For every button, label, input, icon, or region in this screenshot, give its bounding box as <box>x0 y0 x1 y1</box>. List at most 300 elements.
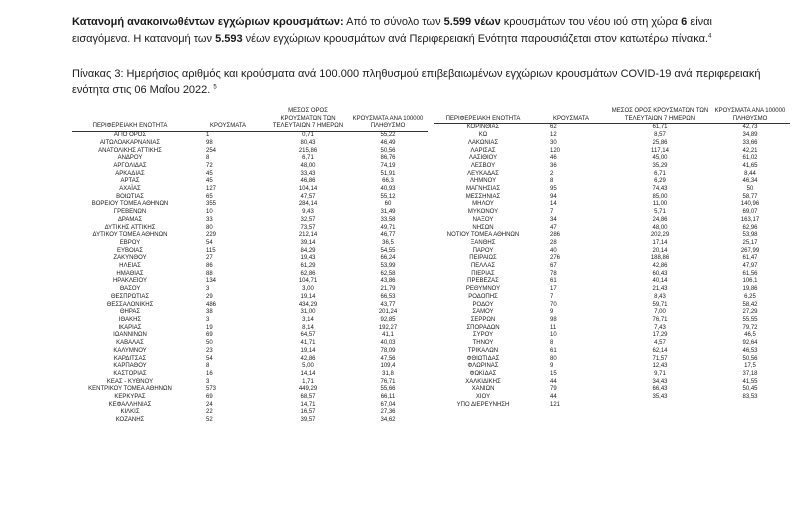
cell-7day-avg: 284,14 <box>298 201 318 208</box>
cell-region: ΙΚΑΡΙΑΣ <box>118 324 142 331</box>
cell-per-100k: 54,55 <box>380 247 396 254</box>
cell-7day-avg: 24,86 <box>652 216 668 223</box>
cell-7day-avg: 16,57 <box>300 409 316 416</box>
cell-region: ΣΕΡΡΩΝ <box>470 316 496 323</box>
cell-cases: 3 <box>206 316 210 323</box>
cell-region: ΜΗΛΟΥ <box>472 201 494 208</box>
cell-per-100k: 55,55 <box>742 316 758 323</box>
cell-per-100k: 53,98 <box>742 232 758 239</box>
table-right <box>434 108 790 409</box>
cell-7day-avg: 42,86 <box>300 355 316 362</box>
cell-per-100k: 109,4 <box>380 363 396 370</box>
cell-cases: 78 <box>550 270 557 277</box>
cell-cases: 7 <box>550 209 554 216</box>
cell-7day-avg: 6,71 <box>654 170 666 177</box>
table-row <box>434 148 790 156</box>
cell-7day-avg: 449,29 <box>298 386 318 393</box>
table-row <box>434 194 790 202</box>
table-row <box>434 363 790 371</box>
cell-region: ΠΡΕΒΕΖΑΣ <box>467 278 499 285</box>
table-row <box>72 340 428 348</box>
cell-7day-avg: 9,71 <box>654 370 666 377</box>
cell-cases: 486 <box>206 301 217 308</box>
cell-region: ΒΟΡΕΙΟΥ ΤΟΜΕΑ ΑΘΗΝΩΝ <box>91 201 169 208</box>
cell-cases: 19 <box>206 324 213 331</box>
cell-7day-avg: 68,57 <box>300 394 316 401</box>
cell-7day-avg: 104,14 <box>298 186 318 193</box>
cell-7day-avg: 3,00 <box>302 286 314 293</box>
cell-region: ΧΑΝΙΩΝ <box>471 386 495 393</box>
cell-cases: 127 <box>206 186 217 193</box>
header-per-100k: ΚΡΟΥΣΜΑΤΑ ΑΝΑ 100000 ΠΛΗΘΥΣΜΟ <box>348 108 428 132</box>
cell-per-100k: 27,29 <box>742 309 758 316</box>
cell-region: ΛΕΥΚΑΔΑΣ <box>467 170 499 177</box>
table-row <box>434 163 790 171</box>
cell-region: ΑΝΔΡΟΥ <box>117 155 143 162</box>
cell-cases: 24 <box>206 401 213 408</box>
cell-region: ΣΑΜΟΥ <box>472 309 494 316</box>
cell-region: ΑΝΑΤΟΛΙΚΗΣ ΑΤΤΙΚΗΣ <box>98 147 162 154</box>
table-row <box>434 155 790 163</box>
cell-per-100k: 34,89 <box>742 132 758 139</box>
cell-cases: 286 <box>550 232 561 239</box>
table-header-row <box>72 108 428 132</box>
cell-7day-avg: 215,86 <box>298 147 318 154</box>
cell-region: ΥΠΟ ΔΙΕΡΕΥΝΗΣΗ <box>456 401 510 408</box>
intro-paragraph <box>72 14 772 48</box>
table-row <box>434 186 790 194</box>
cell-7day-avg: 3,14 <box>302 316 314 323</box>
cell-region: ΑΡΚΑΔΙΑΣ <box>115 170 145 177</box>
cell-per-100k: 79,72 <box>742 324 758 331</box>
cell-region: ΦΘΙΩΤΙΔΑΣ <box>466 355 500 362</box>
intro-domestic: 5.593 <box>215 33 243 45</box>
cell-region: ΜΑΓΝΗΣΙΑΣ <box>465 186 501 193</box>
cell-cases: 34 <box>550 216 557 223</box>
cell-region: ΖΑΚΥΝΘΟΥ <box>113 255 147 262</box>
table-row <box>434 124 790 132</box>
table-row <box>434 348 790 356</box>
cell-7day-avg: 85,00 <box>652 193 668 200</box>
cell-per-100k: 17,5 <box>744 363 756 370</box>
cell-region: ΜΥΚΟΝΟΥ <box>467 209 499 216</box>
table-row <box>434 255 790 263</box>
cell-7day-avg: 8,43 <box>654 293 666 300</box>
cell-region: ΚΕΑΣ - ΚΥΘΝΟΥ <box>106 378 154 385</box>
cell-region: ΠΑΡΟΥ <box>472 247 494 254</box>
cell-7day-avg: 74,43 <box>652 186 668 193</box>
cell-cases: 61 <box>550 278 557 285</box>
cell-7day-avg: 5,00 <box>302 363 314 370</box>
cell-per-100k: 21,79 <box>380 286 396 293</box>
cell-7day-avg: 47,57 <box>300 193 316 200</box>
cell-7day-avg: 76,71 <box>652 316 668 323</box>
cell-cases: 355 <box>206 201 217 208</box>
header-cases: ΚΡΟΥΣΜΑΤΑ <box>188 108 268 132</box>
table-row <box>434 132 790 140</box>
table-row <box>72 271 428 279</box>
cell-per-100k: 61,56 <box>742 270 758 277</box>
cell-7day-avg: 45,00 <box>652 155 668 162</box>
cell-7day-avg: 62,14 <box>652 347 668 354</box>
cell-region: ΙΘΑΚΗΣ <box>118 316 142 323</box>
cell-7day-avg: 19,43 <box>300 255 316 262</box>
cell-region: ΡΟΔΟΠΗΣ <box>468 293 498 300</box>
cell-7day-avg: 6,71 <box>302 155 314 162</box>
cell-per-100k: 60 <box>384 201 392 208</box>
cell-cases: 98 <box>206 139 213 146</box>
cell-cases: 7 <box>550 293 554 300</box>
cell-7day-avg: 40,14 <box>652 278 668 285</box>
cell-7day-avg: 212,14 <box>298 232 318 239</box>
cell-region: ΚΩ <box>478 132 488 139</box>
cell-7day-avg: 11,00 <box>652 201 668 208</box>
cell-per-100k: 67,04 <box>380 401 396 408</box>
table-left-half <box>72 108 428 425</box>
cell-7day-avg: 61,71 <box>652 124 668 131</box>
cell-7day-avg: 39,57 <box>300 417 316 424</box>
cell-cases: 86 <box>206 263 213 270</box>
cell-7day-avg: 12,43 <box>652 363 668 370</box>
cell-per-100k: 31,49 <box>380 209 396 216</box>
table-row <box>434 248 790 256</box>
table-row <box>434 325 790 333</box>
cell-region: ΑΡΤΑΣ <box>120 178 140 185</box>
cell-region: ΑΡΓΟΛΙΔΑΣ <box>113 162 147 169</box>
cell-region: ΚΑΒΑΛΑΣ <box>116 340 144 347</box>
table-row <box>434 394 790 402</box>
cell-7day-avg: 84,29 <box>300 247 316 254</box>
cell-cases: 23 <box>206 347 213 354</box>
cell-region: ΠΙΕΡΙΑΣ <box>471 270 495 277</box>
cell-cases: 29 <box>206 293 213 300</box>
cell-per-100k: 58,77 <box>742 193 758 200</box>
cell-cases: 9 <box>550 309 554 316</box>
table-row <box>72 379 428 387</box>
cell-per-100k: 42,21 <box>742 147 758 154</box>
cell-region: ΗΜΑΘΙΑΣ <box>116 270 144 277</box>
table-row <box>434 240 790 248</box>
cell-7day-avg: 59,71 <box>652 301 668 308</box>
cell-cases: 69 <box>206 332 213 339</box>
cell-region: ΘΕΣΣΑΛΟΝΙΚΗΣ <box>106 301 154 308</box>
table-row <box>434 302 790 310</box>
intro-text-3: είναι εισαγόμενα. Η κατανομή των <box>72 16 712 45</box>
cell-region: ΓΡΕΒΕΝΩΝ <box>113 209 147 216</box>
header-region: ΠΕΡΙΦΕΡΕΙΑΚΗ ΕΝΟΤΗΤΑ <box>434 108 532 124</box>
table-row <box>72 263 428 271</box>
cell-7day-avg <box>610 402 710 410</box>
cell-per-100k: 50,56 <box>380 147 396 154</box>
cell-cases: 276 <box>550 255 561 262</box>
caption-text: Πίνακας 3: Ημερήσιος αριθμός και κρούσματα ανά 100.000 πληθυσμού επιβεβαιωμένων εγχώριων κρουσμάτων COVID-19 ανά περιφερειακή ενότητα στις 06 Μαΐου 2022. <box>72 68 761 96</box>
table-row <box>72 255 428 263</box>
cell-per-100k: 267,99 <box>740 247 760 254</box>
cell-per-100k: 33,66 <box>742 139 758 146</box>
table-row <box>434 340 790 348</box>
cell-region: ΦΛΩΡΙΝΑΣ <box>467 363 499 370</box>
cell-cases: 40 <box>550 247 557 254</box>
cell-cases: 15 <box>550 370 557 377</box>
cell-cases: 10 <box>206 209 213 216</box>
table-row <box>72 186 428 194</box>
cell-cases: 80 <box>550 355 557 362</box>
cell-per-100k: 46,49 <box>380 139 396 146</box>
table-row <box>434 271 790 279</box>
cell-cases: 28 <box>550 239 557 246</box>
table-row <box>72 217 428 225</box>
table-row <box>72 386 428 394</box>
cell-cases: 573 <box>206 386 217 393</box>
cell-cases: 17 <box>550 286 557 293</box>
cell-7day-avg: 42,86 <box>652 263 668 270</box>
header-per-100k: ΚΡΟΥΣΜΑΤΑ ΑΝΑ 100000 ΠΛΗΘΥΣΜΟ <box>710 108 790 124</box>
intro-text-4: νέων εγχώριων κρουσμάτων ανά Περιφερειακή Ενότητα παρουσιάζεται στον κατωτέρω πίνακα. <box>242 33 709 45</box>
cell-cases: 79 <box>550 386 557 393</box>
cell-7day-avg: 35,29 <box>652 162 668 169</box>
cell-7day-avg: 25,86 <box>652 139 668 146</box>
cell-region: ΔΥΤΙΚΟΥ ΤΟΜΕΑ ΑΘΗΝΩΝ <box>92 232 168 239</box>
cell-7day-avg: 19,14 <box>300 293 316 300</box>
table-row <box>434 371 790 379</box>
cell-cases: 2 <box>550 170 554 177</box>
cell-per-100k: 76,71 <box>380 378 396 385</box>
cell-per-100k: 50,45 <box>742 386 758 393</box>
cell-per-100k: 42,73 <box>742 124 758 131</box>
cell-region: ΘΑΣΟΥ <box>119 286 141 293</box>
cell-7day-avg: 104,71 <box>298 278 318 285</box>
cell-7day-avg: 14,14 <box>300 370 316 377</box>
cell-per-100k: 86,76 <box>380 155 396 162</box>
cell-cases: 8 <box>206 363 210 370</box>
cell-region: ΧΙΟΥ <box>475 394 491 401</box>
cell-cases: 22 <box>206 409 213 416</box>
cell-region: ΚΕΦΑΛΛΗΝΙΑΣ <box>108 401 152 408</box>
table-row <box>72 317 428 325</box>
table-row <box>72 294 428 302</box>
table-row <box>72 194 428 202</box>
cell-region: ΤΡΙΚΑΛΩΝ <box>467 347 499 354</box>
cell-region: ΚΑΡΔΙΤΣΑΣ <box>113 355 147 362</box>
cell-7day-avg: 60,43 <box>652 270 668 277</box>
cell-7day-avg: 62,86 <box>300 270 316 277</box>
cell-per-100k: 53,99 <box>380 263 396 270</box>
cell-region: ΠΕΛΛΑΣ <box>470 263 496 270</box>
cell-per-100k: 50,56 <box>742 355 758 362</box>
cell-cases: 16 <box>206 370 213 377</box>
cell-7day-avg: 7,00 <box>654 309 666 316</box>
table-row <box>72 363 428 371</box>
table-right-half <box>434 108 790 409</box>
cell-per-100k: 62,58 <box>380 270 396 277</box>
cell-per-100k: 66,3 <box>382 178 394 185</box>
table-row <box>72 225 428 233</box>
cell-per-100k: 47,56 <box>380 355 396 362</box>
cell-region: ΚΙΛΚΙΣ <box>120 409 140 416</box>
cell-per-100k: 46,53 <box>742 347 758 354</box>
cell-region: ΛΑΣΙΘΙΟΥ <box>468 155 498 162</box>
cell-cases: 36 <box>550 162 557 169</box>
cell-region: ΚΕΝΤΡΙΚΟΥ ΤΟΜΕΑ ΑΘΗΝΩΝ <box>88 386 172 393</box>
cell-cases: 1 <box>206 132 210 139</box>
cell-cases: 95 <box>550 186 557 193</box>
cell-region: ΠΕΙΡΑΙΩΣ <box>469 255 497 262</box>
table-row <box>72 402 428 410</box>
cell-per-100k: 140,96 <box>740 201 760 208</box>
cell-region: ΒΟΙΩΤΙΑΣ <box>116 193 144 200</box>
cell-per-100k: 61,02 <box>742 155 758 162</box>
cell-7day-avg: 14,71 <box>300 401 316 408</box>
table-row <box>434 309 790 317</box>
table-row <box>434 286 790 294</box>
cell-region: ΣΥΡΟΥ <box>472 332 494 339</box>
cell-per-100k: 34,62 <box>380 417 396 424</box>
cell-region: ΚΑΣΤΟΡΙΑΣ <box>113 370 147 377</box>
cell-region: ΗΛΕΙΑΣ <box>119 263 141 270</box>
cell-per-100k: 92,85 <box>380 316 396 323</box>
table-row <box>72 178 428 186</box>
cell-7day-avg: 202,29 <box>650 232 670 239</box>
cell-cases: 11 <box>550 324 557 331</box>
cell-7day-avg: 8,14 <box>302 324 314 331</box>
cell-per-100k: 66,11 <box>380 394 396 401</box>
table-row <box>72 394 428 402</box>
cell-cases: 54 <box>206 239 213 246</box>
table-row <box>72 171 428 179</box>
cell-per-100k: 163,17 <box>740 216 760 223</box>
table-row <box>72 148 428 156</box>
table-row <box>72 371 428 379</box>
table-row <box>72 356 428 364</box>
cell-cases: 12 <box>550 132 557 139</box>
cell-region: ΚΟΖΑΝΗΣ <box>115 417 145 424</box>
cell-cases: 88 <box>206 270 213 277</box>
cell-region: ΡΕΘΥΜΝΟΥ <box>465 286 501 293</box>
cell-region: ΚΟΡΙΝΘΙΑΣ <box>466 124 500 131</box>
cell-7day-avg: 32,57 <box>300 216 316 223</box>
cell-per-100k: 83,53 <box>742 394 758 401</box>
table-left <box>72 108 428 425</box>
cell-region: ΚΑΡΠΑΘΟΥ <box>113 363 147 370</box>
cell-region: ΔΥΤΙΚΗΣ ΑΤΤΙΚΗΣ <box>104 224 156 231</box>
cell-cases: 45 <box>206 170 213 177</box>
cell-7day-avg: 1,71 <box>302 378 314 385</box>
cell-region: ΘΗΡΑΣ <box>119 309 141 316</box>
cell-7day-avg: 34,43 <box>652 378 668 385</box>
cell-region: ΚΕΡΚΥΡΑΣ <box>114 394 146 401</box>
intro-text-1: Από το σύνολο των <box>343 16 444 28</box>
cell-region: ΑΙΤΩΛΟΑΚΑΡΝΑΝΙΑΣ <box>99 139 161 146</box>
intro-imported: 6 <box>681 16 688 28</box>
cell-7day-avg: 33,43 <box>300 170 316 177</box>
cell-per-100k: 55,12 <box>380 193 396 200</box>
header-region: ΠΕΡΙΦΕΡΕΙΑΚΗ ΕΝΟΤΗΤΑ <box>72 108 188 132</box>
intro-footnote-ref: 4 <box>708 33 712 40</box>
cell-region: ΦΩΚΙΔΑΣ <box>469 370 497 377</box>
table-row <box>434 332 790 340</box>
table-row <box>434 317 790 325</box>
cell-cases: 10 <box>550 332 557 339</box>
cell-per-100k: 25,17 <box>742 239 758 246</box>
cell-region: ΛΑΚΩΝΙΑΣ <box>467 139 499 146</box>
cell-per-100k: 192,27 <box>378 324 398 331</box>
cell-per-100k: 8,44 <box>744 170 756 177</box>
cell-region: ΕΥΒΟΙΑΣ <box>116 247 144 254</box>
table-row <box>72 309 428 317</box>
cell-cases: 254 <box>206 147 217 154</box>
table-row <box>434 379 790 387</box>
cell-region: ΑΓΙΟ ΟΡΟΣ <box>113 132 147 139</box>
intro-new-cases: 5.599 νέων <box>443 16 501 28</box>
header-cases: ΚΡΟΥΣΜΑΤΑ <box>532 108 610 124</box>
cell-per-100k: 61,47 <box>742 255 758 262</box>
cell-7day-avg: 17,29 <box>652 332 668 339</box>
cell-7day-avg: 61,29 <box>300 263 316 270</box>
intro-text-2: κρουσμάτων του νέου ιού στη χώρα <box>500 16 682 28</box>
cell-per-100k: 74,19 <box>380 162 396 169</box>
table-row <box>72 348 428 356</box>
cell-7day-avg: 35,43 <box>652 394 668 401</box>
table-row <box>72 286 428 294</box>
cell-7day-avg: 19,14 <box>300 347 316 354</box>
table-caption <box>72 66 772 98</box>
cell-per-100k: 51,91 <box>380 170 396 177</box>
cell-7day-avg: 46,86 <box>300 178 316 185</box>
cell-7day-avg: 71,57 <box>652 355 668 362</box>
cell-region: ΛΗΜΝΟΥ <box>469 178 497 185</box>
cell-7day-avg: 39,14 <box>300 239 316 246</box>
table-row <box>434 402 790 410</box>
cell-7day-avg: 41,71 <box>300 340 316 347</box>
cell-cases: 72 <box>206 162 213 169</box>
cell-per-100k: 62,96 <box>742 224 758 231</box>
caption-footnote-ref: 5 <box>213 84 217 91</box>
table-row <box>72 155 428 163</box>
cell-cases: 80 <box>206 224 213 231</box>
cell-per-100k: 19,86 <box>742 286 758 293</box>
table-row <box>72 332 428 340</box>
cell-cases: 9 <box>550 363 554 370</box>
cell-cases: 3 <box>206 286 210 293</box>
table-row <box>72 232 428 240</box>
cell-7day-avg: 21,43 <box>652 286 668 293</box>
cell-cases: 70 <box>550 301 557 308</box>
cell-per-100k: 58,42 <box>742 301 758 308</box>
cell-7day-avg: 188,86 <box>650 255 670 262</box>
table-row <box>434 217 790 225</box>
cell-7day-avg: 80,43 <box>300 139 316 146</box>
cell-per-100k: 40,93 <box>380 186 396 193</box>
table-row <box>434 294 790 302</box>
table-row <box>434 140 790 148</box>
cell-cases: 8 <box>206 155 210 162</box>
table-row <box>72 325 428 333</box>
table-row <box>434 225 790 233</box>
cell-region: ΕΒΡΟΥ <box>119 239 141 246</box>
cell-per-100k: 36,5 <box>382 239 394 246</box>
cell-region: ΛΕΣΒΟΥ <box>470 162 496 169</box>
cell-7day-avg: 5,71 <box>654 209 666 216</box>
cell-cases: 54 <box>206 355 213 362</box>
cell-per-100k: 92,64 <box>742 340 758 347</box>
table-row <box>434 356 790 364</box>
cell-7day-avg: 66,43 <box>652 386 668 393</box>
cell-7day-avg: 9,43 <box>302 209 314 216</box>
table-row <box>434 209 790 217</box>
cell-7day-avg: 20,14 <box>652 247 668 254</box>
cell-region: ΝΑΞΟΥ <box>472 216 494 223</box>
cell-cases: 134 <box>206 278 217 285</box>
